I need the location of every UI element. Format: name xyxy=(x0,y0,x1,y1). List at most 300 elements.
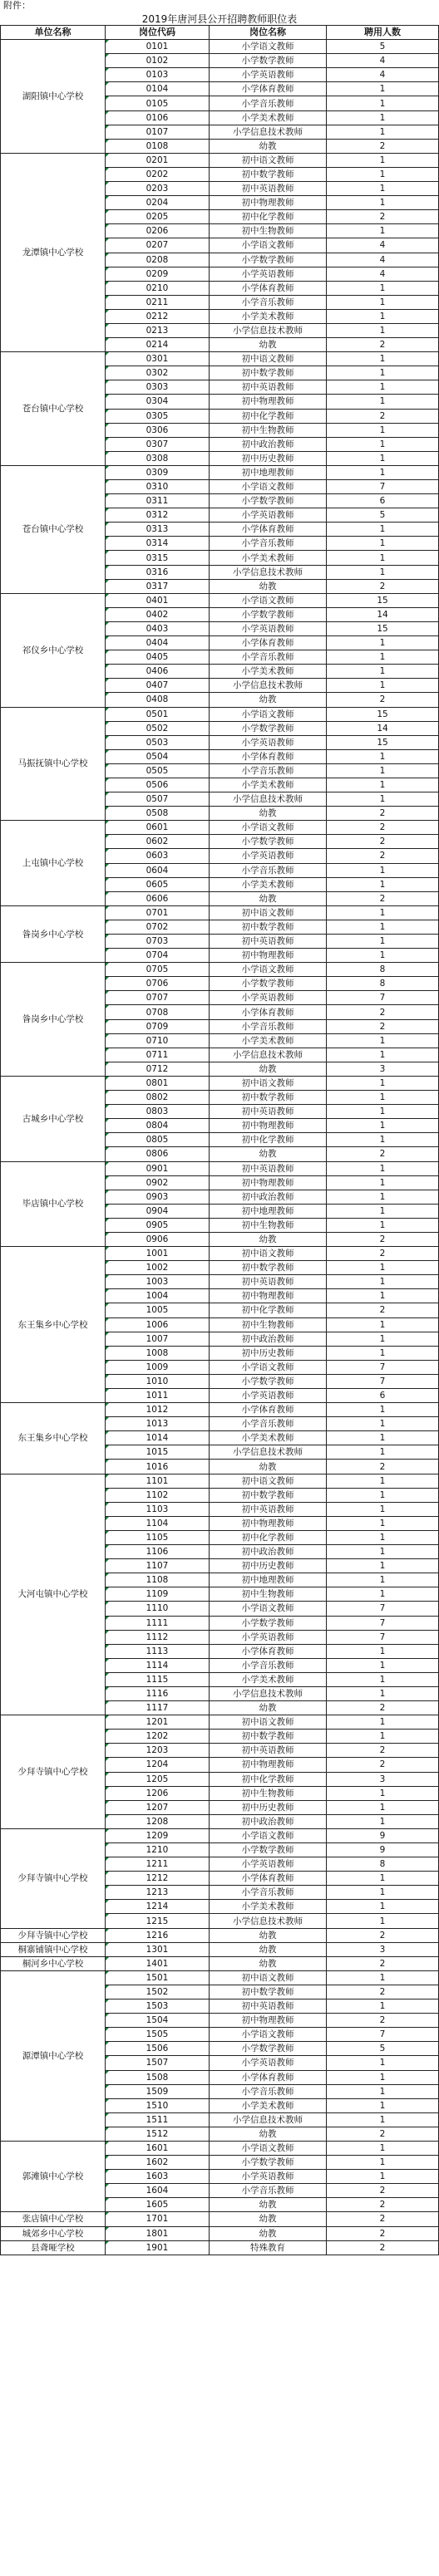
position-name-cell: 小学音乐教师 xyxy=(210,537,327,551)
unit-name-cell: 桐寨铺镇中心学校 xyxy=(1,1942,106,1956)
position-code-cell: 0402 xyxy=(106,607,210,621)
hire-count-cell: 1 xyxy=(327,778,439,792)
position-name-cell: 小学数学教师 xyxy=(210,1616,327,1630)
position-code-cell: 1210 xyxy=(106,1843,210,1857)
position-name-cell: 初中语文教师 xyxy=(210,1247,327,1261)
position-code-cell: 0501 xyxy=(106,707,210,721)
position-name-cell: 小学语文教师 xyxy=(210,238,327,253)
position-code-cell: 1111 xyxy=(106,1616,210,1630)
position-name-cell: 小学信息技术教师 xyxy=(210,2112,327,2127)
position-code-cell: 1504 xyxy=(106,2014,210,2028)
hire-count-cell: 2 xyxy=(327,139,439,153)
position-code-cell: 1114 xyxy=(106,1658,210,1672)
hire-count-cell: 2 xyxy=(327,807,439,821)
position-code-cell: 0603 xyxy=(106,849,210,863)
hire-count-cell: 6 xyxy=(327,494,439,508)
hire-count-cell: 1 xyxy=(327,1999,439,2014)
position-code-cell: 0310 xyxy=(106,480,210,494)
position-name-cell: 小学音乐教师 xyxy=(210,863,327,877)
position-code-cell: 1603 xyxy=(106,2170,210,2184)
unit-name-cell: 东王集乡中心学校 xyxy=(1,1403,106,1474)
hire-count-cell: 2 xyxy=(327,2014,439,2028)
table-row xyxy=(1,153,439,167)
hire-count-cell: 2 xyxy=(327,1460,439,1474)
position-name-cell: 初中数学教师 xyxy=(210,1261,327,1275)
hire-count-cell: 1 xyxy=(327,1545,439,1559)
position-name-cell: 初中数学教师 xyxy=(210,1488,327,1502)
hire-count-cell: 1 xyxy=(327,182,439,196)
position-name-cell: 初中物理教师 xyxy=(210,1516,327,1530)
position-code-cell: 1109 xyxy=(106,1587,210,1602)
header-unit: 单位名称 xyxy=(1,26,106,40)
hire-count-cell: 1 xyxy=(327,551,439,565)
position-name-cell: 小学美术教师 xyxy=(210,309,327,323)
unit-name-cell: 马振抚镇中心学校 xyxy=(1,707,106,821)
position-name-cell: 小学音乐教师 xyxy=(210,763,327,778)
hire-count-cell: 2 xyxy=(327,1303,439,1317)
hire-count-cell: 1 xyxy=(327,1431,439,1445)
hire-count-cell: 1 xyxy=(327,167,439,181)
position-code-cell: 1116 xyxy=(106,1686,210,1700)
position-name-cell: 初中化学教师 xyxy=(210,210,327,224)
position-name-cell: 小学美术教师 xyxy=(210,2098,327,2112)
position-code-cell: 0309 xyxy=(106,465,210,479)
position-name-cell: 初中化学教师 xyxy=(210,409,327,423)
attachment-label: 附件： xyxy=(3,0,31,11)
hire-count-cell: 1 xyxy=(327,1573,439,1587)
position-name-cell: 初中政治教师 xyxy=(210,1332,327,1346)
position-code-cell: 1105 xyxy=(106,1530,210,1544)
hire-count-cell: 1 xyxy=(327,2070,439,2084)
hire-count-cell: 8 xyxy=(327,1857,439,1872)
position-code-cell: 1208 xyxy=(106,1814,210,1828)
unit-name-cell: 苍台镇中心学校 xyxy=(1,352,106,466)
position-name-cell: 小学数学教师 xyxy=(210,253,327,267)
hire-count-cell: 1 xyxy=(327,1218,439,1232)
position-code-cell: 0101 xyxy=(106,40,210,54)
position-name-cell: 小学数学教师 xyxy=(210,977,327,991)
hire-count-cell: 1 xyxy=(327,352,439,366)
position-code-cell: 1014 xyxy=(106,1431,210,1445)
position-name-cell: 初中英语教师 xyxy=(210,1999,327,2014)
position-name-cell: 小学信息技术教师 xyxy=(210,1048,327,1062)
position-name-cell: 初中英语教师 xyxy=(210,1161,327,1175)
position-name-cell: 小学信息技术教师 xyxy=(210,125,327,139)
position-name-cell: 小学美术教师 xyxy=(210,1033,327,1048)
hire-count-cell: 1 xyxy=(327,935,439,949)
position-code-cell: 0406 xyxy=(106,665,210,679)
position-name-cell: 幼教 xyxy=(210,579,327,593)
hire-count-cell: 1 xyxy=(327,1516,439,1530)
table-row xyxy=(1,1942,439,1956)
position-name-cell: 幼教 xyxy=(210,1956,327,1970)
unit-name-cell: 龙潭镇中心学校 xyxy=(1,153,106,351)
position-code-cell: 1509 xyxy=(106,2084,210,2098)
hire-count-cell: 6 xyxy=(327,1389,439,1403)
position-code-cell: 0905 xyxy=(106,1218,210,1232)
position-name-cell: 初中生物教师 xyxy=(210,423,327,437)
positions-table xyxy=(0,25,439,2255)
position-code-cell: 0209 xyxy=(106,267,210,281)
hire-count-cell: 1 xyxy=(327,565,439,579)
position-code-cell: 0208 xyxy=(106,253,210,267)
position-code-cell: 1604 xyxy=(106,2184,210,2198)
hire-count-cell: 1 xyxy=(327,1872,439,1886)
hire-count-cell: 2 xyxy=(327,1147,439,1161)
table-row xyxy=(1,465,439,479)
position-code-cell: 0805 xyxy=(106,1133,210,1147)
position-name-cell: 小学语文教师 xyxy=(210,821,327,835)
position-code-cell: 0707 xyxy=(106,991,210,1005)
position-code-cell: 1301 xyxy=(106,1942,210,1956)
hire-count-cell: 1 xyxy=(327,295,439,309)
hire-count-cell: 15 xyxy=(327,735,439,749)
hire-count-cell: 1 xyxy=(327,1161,439,1175)
position-code-cell: 0701 xyxy=(106,905,210,920)
position-name-cell: 初中物理教师 xyxy=(210,2014,327,2028)
position-code-cell: 1511 xyxy=(106,2112,210,2127)
position-code-cell: 0806 xyxy=(106,1147,210,1161)
position-code-cell: 1008 xyxy=(106,1346,210,1360)
hire-count-cell: 1 xyxy=(327,1786,439,1800)
position-code-cell: 0312 xyxy=(106,508,210,523)
position-code-cell: 0107 xyxy=(106,125,210,139)
position-name-cell: 初中语文教师 xyxy=(210,1970,327,1985)
position-name-cell: 初中历史教师 xyxy=(210,1346,327,1360)
table-row xyxy=(1,2212,439,2226)
position-name-cell: 幼教 xyxy=(210,2226,327,2240)
position-code-cell: 0901 xyxy=(106,1161,210,1175)
position-code-cell: 0304 xyxy=(106,395,210,409)
position-code-cell: 0705 xyxy=(106,963,210,977)
position-name-cell: 小学数学教师 xyxy=(210,607,327,621)
hire-count-cell: 1 xyxy=(327,1488,439,1502)
position-name-cell: 初中语文教师 xyxy=(210,1474,327,1488)
position-name-cell: 小学英语教师 xyxy=(210,849,327,863)
position-name-cell: 小学美术教师 xyxy=(210,1672,327,1686)
position-code-cell: 1115 xyxy=(106,1672,210,1686)
position-name-cell: 初中生物教师 xyxy=(210,1317,327,1332)
hire-count-cell: 2 xyxy=(327,338,439,352)
position-code-cell: 0704 xyxy=(106,949,210,963)
position-code-cell: 0214 xyxy=(106,338,210,352)
hire-count-cell: 2 xyxy=(327,1744,439,1758)
hire-count-cell: 1 xyxy=(327,224,439,238)
position-name-cell: 小学美术教师 xyxy=(210,551,327,565)
position-code-cell: 0503 xyxy=(106,735,210,749)
position-name-cell: 初中英语教师 xyxy=(210,380,327,395)
position-code-cell: 0702 xyxy=(106,920,210,934)
position-code-cell: 1117 xyxy=(106,1701,210,1715)
table-row xyxy=(1,707,439,721)
table-row xyxy=(1,905,439,920)
hire-count-cell: 2 xyxy=(327,1758,439,1772)
position-code-cell: 1110 xyxy=(106,1602,210,1616)
hire-count-cell: 3 xyxy=(327,1062,439,1076)
position-code-cell: 0601 xyxy=(106,821,210,835)
hire-count-cell: 1 xyxy=(327,863,439,877)
position-code-cell: 1004 xyxy=(106,1289,210,1303)
hire-count-cell: 2 xyxy=(327,891,439,905)
position-code-cell: 0504 xyxy=(106,749,210,763)
position-code-cell: 0317 xyxy=(106,579,210,593)
position-name-cell: 小学体育教师 xyxy=(210,1644,327,1658)
position-code-cell: 1103 xyxy=(106,1502,210,1516)
position-name-cell: 初中英语教师 xyxy=(210,1275,327,1289)
hire-count-cell: 1 xyxy=(327,1105,439,1119)
position-code-cell: 0302 xyxy=(106,366,210,380)
position-name-cell: 幼教 xyxy=(210,1147,327,1161)
hire-count-cell: 1 xyxy=(327,1530,439,1544)
position-name-cell: 小学音乐教师 xyxy=(210,2084,327,2098)
hire-count-cell: 2 xyxy=(327,210,439,224)
position-name-cell: 初中英语教师 xyxy=(210,182,327,196)
hire-count-cell: 7 xyxy=(327,1374,439,1388)
position-name-cell: 初中数学教师 xyxy=(210,167,327,181)
position-name-cell: 幼教 xyxy=(210,807,327,821)
position-name-cell: 幼教 xyxy=(210,693,327,707)
position-name-cell: 幼教 xyxy=(210,1928,327,1942)
position-code-cell: 0802 xyxy=(106,1091,210,1105)
position-code-cell: 0313 xyxy=(106,523,210,537)
position-code-cell: 0606 xyxy=(106,891,210,905)
hire-count-cell: 1 xyxy=(327,96,439,110)
position-code-cell: 0407 xyxy=(106,679,210,693)
position-name-cell: 幼教 xyxy=(210,891,327,905)
hire-count-cell: 1 xyxy=(327,1175,439,1190)
position-code-cell: 0212 xyxy=(106,309,210,323)
hire-count-cell: 1 xyxy=(327,1644,439,1658)
position-code-cell: 0314 xyxy=(106,537,210,551)
position-name-cell: 小学信息技术教师 xyxy=(210,565,327,579)
position-name-cell: 小学语文教师 xyxy=(210,1602,327,1616)
position-name-cell: 小学体育教师 xyxy=(210,281,327,295)
position-code-cell: 0408 xyxy=(106,693,210,707)
position-code-cell: 1001 xyxy=(106,1247,210,1261)
hire-count-cell: 2 xyxy=(327,1956,439,1970)
position-code-cell: 0505 xyxy=(106,763,210,778)
position-code-cell: 0108 xyxy=(106,139,210,153)
position-code-cell: 1216 xyxy=(106,1928,210,1942)
position-code-cell: 0301 xyxy=(106,352,210,366)
position-code-cell: 1204 xyxy=(106,1758,210,1772)
hire-count-cell: 1 xyxy=(327,1658,439,1672)
position-name-cell: 小学语文教师 xyxy=(210,707,327,721)
position-code-cell: 1602 xyxy=(106,2156,210,2170)
hire-count-cell: 1 xyxy=(327,2170,439,2184)
position-code-cell: 0602 xyxy=(106,835,210,849)
position-name-cell: 初中物理教师 xyxy=(210,1119,327,1133)
hire-count-cell: 1 xyxy=(327,1474,439,1488)
position-code-cell: 0316 xyxy=(106,565,210,579)
position-name-cell: 初中历史教师 xyxy=(210,451,327,465)
hire-count-cell: 1 xyxy=(327,366,439,380)
position-code-cell: 1701 xyxy=(106,2212,210,2226)
position-code-cell: 0904 xyxy=(106,1204,210,1218)
position-name-cell: 初中地理教师 xyxy=(210,1573,327,1587)
hire-count-cell: 7 xyxy=(327,1630,439,1644)
position-code-cell: 1205 xyxy=(106,1772,210,1786)
hire-count-cell: 8 xyxy=(327,977,439,991)
hire-count-cell: 1 xyxy=(327,1445,439,1460)
position-code-cell: 0105 xyxy=(106,96,210,110)
hire-count-cell: 1 xyxy=(327,665,439,679)
position-code-cell: 0311 xyxy=(106,494,210,508)
position-code-cell: 0203 xyxy=(106,182,210,196)
position-code-cell: 0506 xyxy=(106,778,210,792)
position-code-cell: 1401 xyxy=(106,1956,210,1970)
hire-count-cell: 2 xyxy=(327,693,439,707)
position-name-cell: 小学英语教师 xyxy=(210,267,327,281)
unit-name-cell: 古城乡中心学校 xyxy=(1,1076,106,1161)
position-name-cell: 初中化学教师 xyxy=(210,1303,327,1317)
hire-count-cell: 7 xyxy=(327,1602,439,1616)
hire-count-cell: 1 xyxy=(327,1800,439,1814)
position-name-cell: 初中物理教师 xyxy=(210,1289,327,1303)
position-code-cell: 0206 xyxy=(106,224,210,238)
position-code-cell: 1002 xyxy=(106,1261,210,1275)
position-code-cell: 1201 xyxy=(106,1715,210,1730)
position-name-cell: 初中语文教师 xyxy=(210,153,327,167)
position-code-cell: 0202 xyxy=(106,167,210,181)
hire-count-cell: 9 xyxy=(327,1828,439,1842)
hire-count-cell: 1 xyxy=(327,877,439,891)
position-name-cell: 初中语文教师 xyxy=(210,905,327,920)
position-name-cell: 小学信息技术教师 xyxy=(210,1686,327,1700)
unit-name-cell: 少拜寺镇中心学校 xyxy=(1,1828,106,1928)
position-name-cell: 小学体育教师 xyxy=(210,2070,327,2084)
position-name-cell: 小学数学教师 xyxy=(210,54,327,68)
hire-count-cell: 4 xyxy=(327,68,439,82)
position-name-cell: 小学信息技术教师 xyxy=(210,679,327,693)
position-code-cell: 0102 xyxy=(106,54,210,68)
position-code-cell: 1506 xyxy=(106,2042,210,2056)
position-code-cell: 1801 xyxy=(106,2226,210,2240)
position-code-cell: 1009 xyxy=(106,1360,210,1374)
hire-count-cell: 2 xyxy=(327,1247,439,1261)
position-name-cell: 小学体育教师 xyxy=(210,1005,327,1019)
hire-count-cell: 2 xyxy=(327,2212,439,2226)
hire-count-cell: 1 xyxy=(327,196,439,210)
table-row xyxy=(1,2226,439,2240)
position-name-cell: 初中英语教师 xyxy=(210,1502,327,1516)
position-code-cell: 0315 xyxy=(106,551,210,565)
position-name-cell: 初中生物教师 xyxy=(210,1587,327,1602)
table-row xyxy=(1,821,439,835)
position-name-cell: 小学美术教师 xyxy=(210,1900,327,1914)
hire-count-cell: 2 xyxy=(327,835,439,849)
hire-count-cell: 1 xyxy=(327,1900,439,1914)
position-name-cell: 初中数学教师 xyxy=(210,366,327,380)
position-code-cell: 0708 xyxy=(106,1005,210,1019)
position-code-cell: 1207 xyxy=(106,1800,210,1814)
position-code-cell: 0508 xyxy=(106,807,210,821)
unit-name-cell: 上屯镇中心学校 xyxy=(1,821,106,906)
hire-count-cell: 1 xyxy=(327,1204,439,1218)
position-name-cell: 幼教 xyxy=(210,2127,327,2141)
unit-name-cell: 少拜寺镇中心学校 xyxy=(1,1715,106,1829)
position-name-cell: 小学语文教师 xyxy=(210,963,327,977)
position-name-cell: 幼教 xyxy=(210,2198,327,2212)
hire-count-cell: 1 xyxy=(327,380,439,395)
position-name-cell: 小学语文教师 xyxy=(210,1360,327,1374)
hire-count-cell: 4 xyxy=(327,238,439,253)
position-name-cell: 初中数学教师 xyxy=(210,1985,327,1999)
position-name-cell: 小学体育教师 xyxy=(210,523,327,537)
hire-count-cell: 1 xyxy=(327,650,439,665)
hire-count-cell: 1 xyxy=(327,1317,439,1332)
position-code-cell: 1215 xyxy=(106,1914,210,1928)
hire-count-cell: 1 xyxy=(327,2098,439,2112)
position-name-cell: 小学数学教师 xyxy=(210,721,327,735)
hire-count-cell: 1 xyxy=(327,2056,439,2070)
hire-count-cell: 14 xyxy=(327,607,439,621)
hire-count-cell: 1 xyxy=(327,636,439,650)
hire-count-cell: 5 xyxy=(327,40,439,54)
position-code-cell: 0709 xyxy=(106,1019,210,1033)
position-code-cell: 0403 xyxy=(106,621,210,635)
position-name-cell: 幼教 xyxy=(210,1062,327,1076)
position-code-cell: 0903 xyxy=(106,1190,210,1204)
position-name-cell: 初中物理教师 xyxy=(210,1758,327,1772)
table-row xyxy=(1,1403,439,1417)
hire-count-cell: 1 xyxy=(327,792,439,807)
position-code-cell: 1006 xyxy=(106,1317,210,1332)
hire-count-cell: 1 xyxy=(327,763,439,778)
hire-count-cell: 2 xyxy=(327,2226,439,2240)
hire-count-cell: 1 xyxy=(327,1346,439,1360)
hire-count-cell: 1 xyxy=(327,309,439,323)
position-name-cell: 小学美术教师 xyxy=(210,110,327,125)
position-code-cell: 0103 xyxy=(106,68,210,82)
position-code-cell: 0710 xyxy=(106,1033,210,1048)
position-code-cell: 1108 xyxy=(106,1573,210,1587)
hire-count-cell: 1 xyxy=(327,537,439,551)
position-name-cell: 小学语文教师 xyxy=(210,480,327,494)
position-code-cell: 1605 xyxy=(106,2198,210,2212)
position-name-cell: 小学音乐教师 xyxy=(210,1658,327,1672)
position-name-cell: 初中历史教师 xyxy=(210,1800,327,1814)
hire-count-cell: 1 xyxy=(327,395,439,409)
position-name-cell: 小学信息技术教师 xyxy=(210,1445,327,1460)
hire-count-cell: 1 xyxy=(327,1587,439,1602)
position-name-cell: 初中语文教师 xyxy=(210,1076,327,1090)
position-name-cell: 幼教 xyxy=(210,1460,327,1474)
hire-count-cell: 3 xyxy=(327,1942,439,1956)
position-name-cell: 初中地理教师 xyxy=(210,465,327,479)
unit-name-cell: 大河屯镇中心学校 xyxy=(1,1474,106,1715)
position-code-cell: 1901 xyxy=(106,2240,210,2255)
unit-name-cell: 毕店镇中心学校 xyxy=(1,1161,106,1247)
table-row xyxy=(1,1928,439,1942)
hire-count-cell: 7 xyxy=(327,2028,439,2042)
table-row xyxy=(1,963,439,977)
position-name-cell: 小学英语教师 xyxy=(210,621,327,635)
position-name-cell: 幼教 xyxy=(210,1232,327,1246)
position-name-cell: 小学音乐教师 xyxy=(210,96,327,110)
unit-name-cell: 郭滩镇中心学校 xyxy=(1,2141,106,2211)
position-code-cell: 1503 xyxy=(106,1999,210,2014)
hire-count-cell: 2 xyxy=(327,2184,439,2198)
position-code-cell: 0211 xyxy=(106,295,210,309)
position-name-cell: 小学音乐教师 xyxy=(210,1886,327,1900)
page-title: 2019年唐河县公开招聘教师职位表 xyxy=(141,13,298,25)
position-code-cell: 1502 xyxy=(106,1985,210,1999)
position-name-cell: 幼教 xyxy=(210,2212,327,2226)
hire-count-cell: 1 xyxy=(327,125,439,139)
position-name-cell: 小学英语教师 xyxy=(210,1630,327,1644)
hire-count-cell: 1 xyxy=(327,1730,439,1744)
